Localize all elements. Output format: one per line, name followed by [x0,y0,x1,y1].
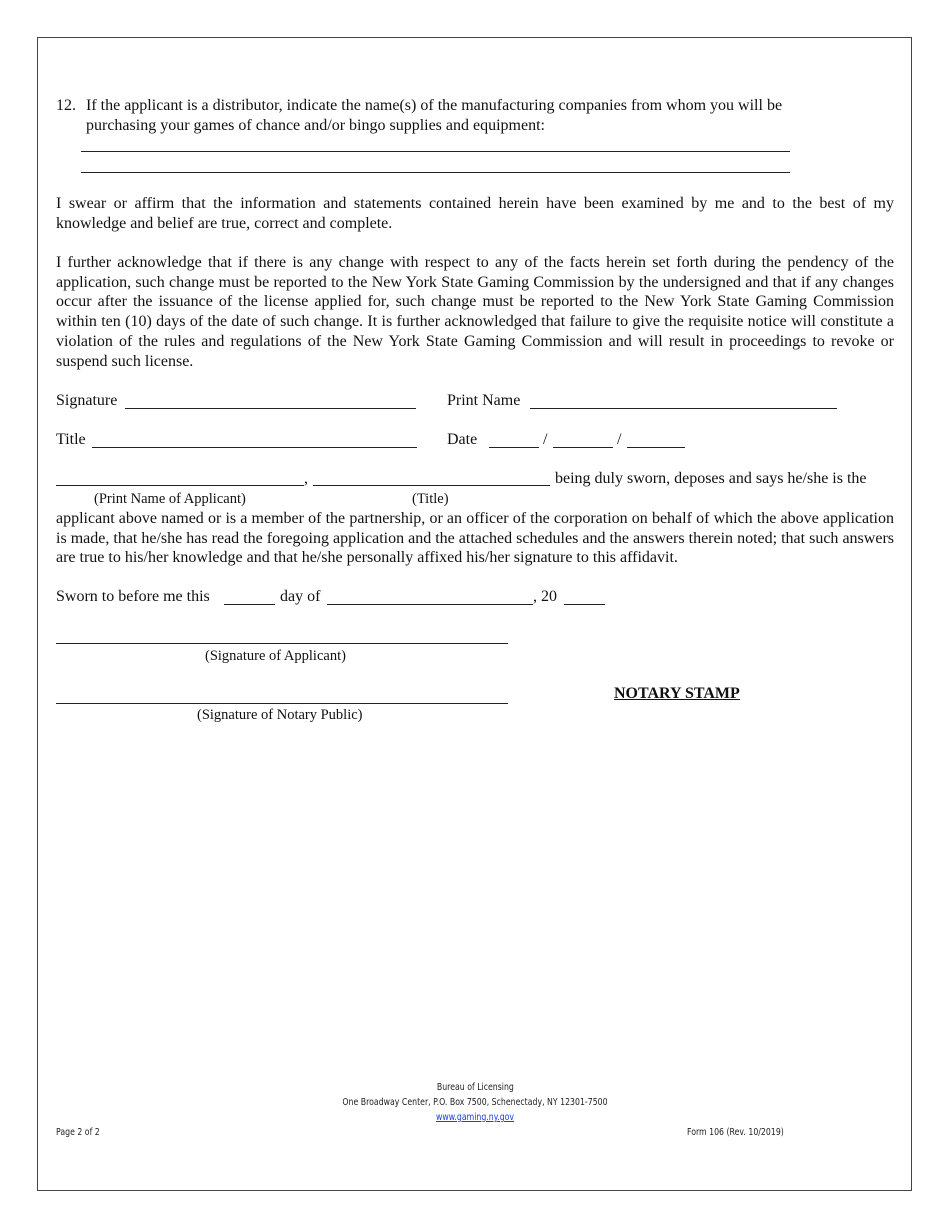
print-name-line[interactable] [530,408,837,409]
affidavit-comma: , [304,470,308,487]
date-label: Date [447,431,478,448]
sworn-day-of: day of [280,588,321,605]
question-text-line2: purchasing your games of chance and/or bingo supplies and equipment: [86,117,545,134]
sworn-month-line[interactable] [327,604,533,605]
question-text-line1: If the applicant is a distributor, indicate the name(s) of the manufacturing companies from whom you will be [86,97,783,114]
date-month-line[interactable] [489,447,539,448]
notary-signature-caption: (Signature of Notary Public) [197,707,363,723]
affirmation-paragraph: I swear or affirm that the information and statements contained herein have been examined by me and to the best of my knowledge and belief are true, correct and complete. [56,195,894,232]
print-name-caption: (Print Name of Applicant) [94,491,246,507]
footer-bureau [0,1080,950,1096]
footer-bureau-text: Bureau of Licensing [436,1082,514,1093]
answer-line-1[interactable] [81,151,790,152]
sworn-year-line[interactable] [564,604,605,605]
signature-label: Signature [56,392,118,409]
applicant-signature-caption: (Signature of Applicant) [205,648,346,664]
sworn-prefix: Sworn to before me this [56,588,210,605]
page-number: Page 2 of 2 [56,1127,100,1138]
footer-website [0,1110,950,1126]
applicant-name-line[interactable] [56,485,304,486]
date-separator-2: / [617,431,622,448]
sworn-year-prefix: , 20 [533,588,557,605]
print-name-label: Print Name [447,392,521,409]
affidavit-paragraph: applicant above named or is a member of the partnership, or an officer of the corporation on behalf of which the above application is made, that he/she has read the foregoing application and the attached schedules and the answers therein noted; that such answers are true to his/her knowledge and that he/she personally affixed his/her signature to this affidavit. [56,510,894,567]
signature-line[interactable] [125,408,416,409]
acknowledgement-paragraph: I further acknowledge that if there is any change with respect to any of the facts herein set forth during the pendency of the application, such change must be reported to the New York State Gaming Commission by the undersigned and that if any changes occur after the issuance of the license applied for, such change must be reported to the New York State Gaming Commission within ten (10) days of the date of such change. It is further acknowledged that failure to give the requisite notice will constitute a violation of the rules and regulations of the New York State Gaming Commission and will result in proceedings to revoke or suspend such license. [56,254,894,370]
website-link[interactable]: www.gaming.ny.gov [435,1112,515,1123]
applicant-title-line[interactable] [313,485,550,486]
title-line[interactable] [92,447,417,448]
answer-line-2[interactable] [81,172,790,173]
question-number: 12. [56,97,76,114]
date-separator-1: / [543,431,548,448]
date-day-line[interactable] [553,447,613,448]
title-label: Title [56,431,86,448]
form-number: Form 106 (Rev. 10/2019) [687,1127,784,1138]
title-caption: (Title) [412,491,449,507]
notary-signature-line[interactable] [56,703,508,704]
sworn-statement: being duly sworn, deposes and says he/she is the [555,470,867,487]
applicant-signature-line[interactable] [56,643,508,644]
date-year-line[interactable] [627,447,685,448]
footer-address-text: One Broadway Center, P.O. Box 7500, Schenectady, NY 12301-7500 [342,1097,608,1108]
footer-address [0,1095,950,1111]
notary-stamp-heading: NOTARY STAMP [614,685,740,702]
sworn-day-line[interactable] [224,604,275,605]
